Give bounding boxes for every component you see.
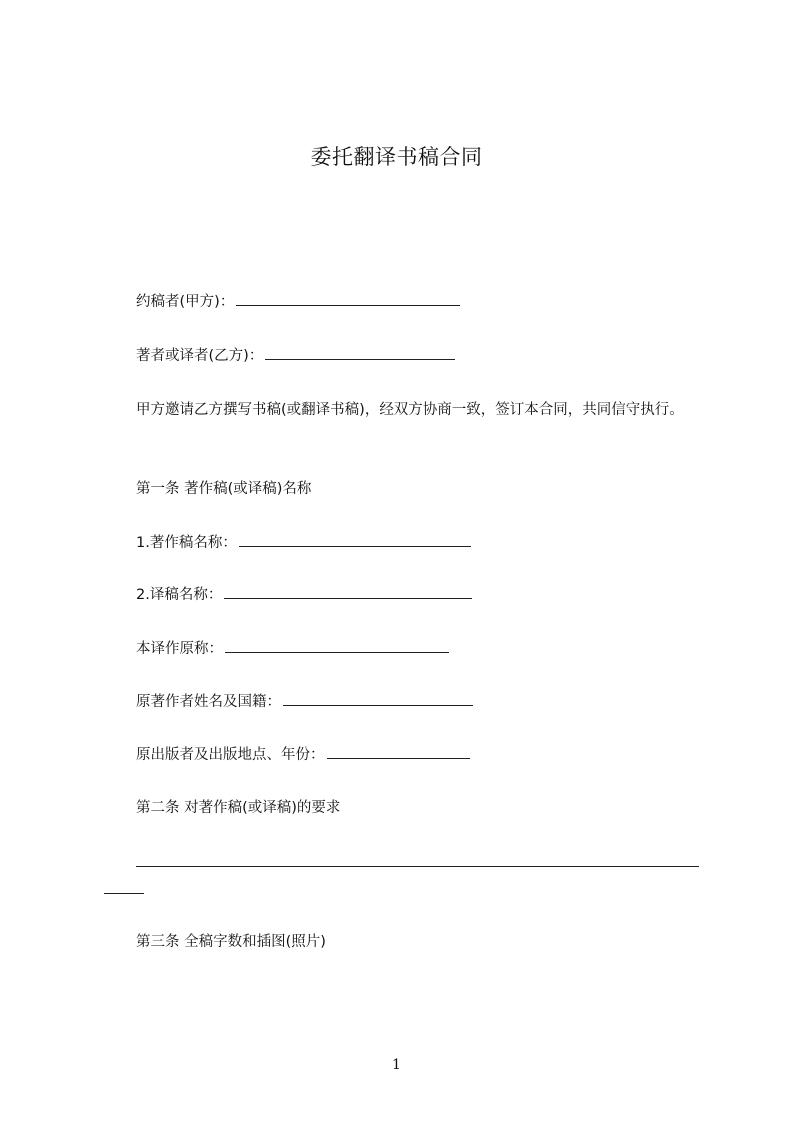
article-1-heading: 第一条 著作稿(或译稿)名称 [136,481,312,497]
original-title-label: 本译作原称： [136,641,223,657]
item-1-line [136,531,471,554]
original-publisher-line [136,743,470,766]
original-author-label: 原著作者姓名及国籍： [136,694,281,710]
article-2-heading: 第二条 对著作稿(或译稿)的要求 [136,800,341,816]
requirement-blank-line [136,866,699,867]
original-title-line [136,637,449,660]
requirement-blank-line-continued [104,893,144,894]
item-2-label: 2.译稿名称： [136,587,223,603]
original-author-line [136,690,473,713]
party-b-label: 著者或译者(乙方)： [136,348,264,364]
original-title-blank [225,637,449,653]
page-number: 1 [392,1057,401,1073]
item-1-blank [239,531,471,547]
intro-paragraph: 甲方邀请乙方撰写书稿(或翻译书稿)，经双方协商一致，签订本合同，共同信守执行。 [136,402,684,418]
party-b-blank [265,344,455,360]
party-a-label: 约稿者(甲方)： [136,294,235,310]
original-publisher-blank [327,743,470,759]
item-2-blank [224,583,472,599]
article-3-heading: 第三条 全稿字数和插图(照片) [136,934,326,950]
original-publisher-label: 原出版者及出版地点、年份： [136,747,325,763]
original-author-blank [283,690,473,706]
party-b-line [136,344,455,367]
item-2-line [136,583,472,606]
party-a-blank [236,290,460,306]
item-1-label: 1.著作稿名称： [136,535,237,551]
party-a-line [136,290,460,313]
document-title: 委托翻译书稿合同 [310,145,483,169]
